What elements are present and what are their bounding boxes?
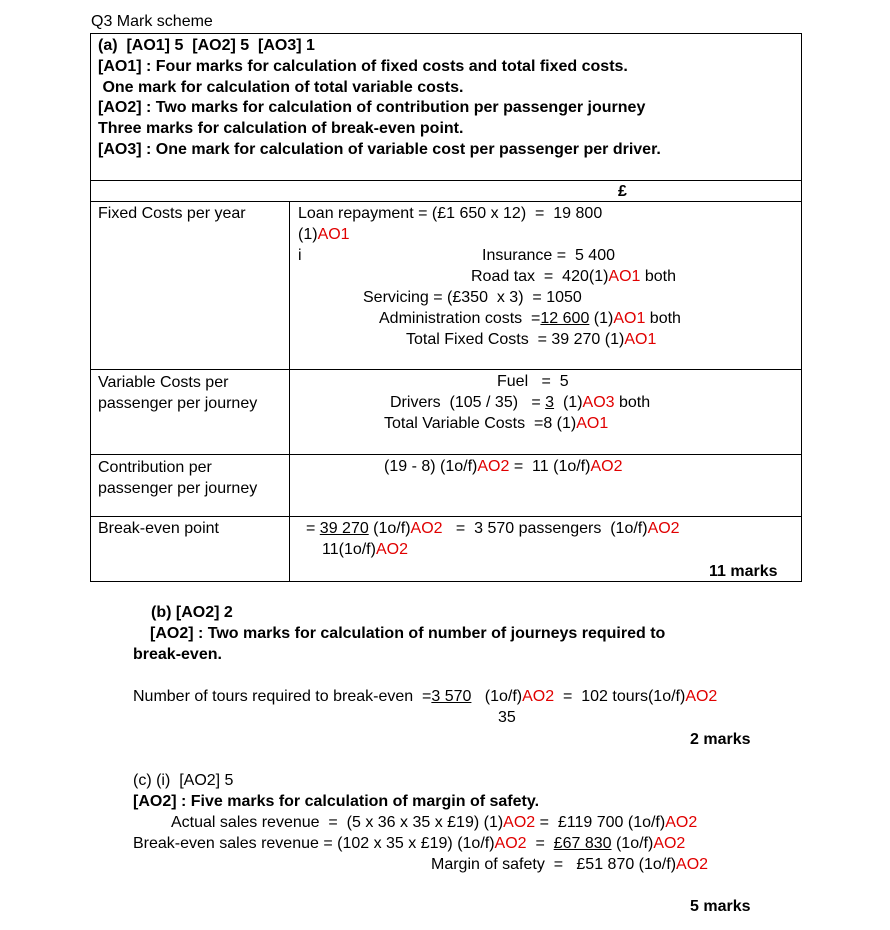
ao-tag: AO1	[608, 268, 641, 285]
numerator: 3 570	[431, 688, 472, 705]
value: £67 830	[553, 835, 612, 852]
note: both	[640, 268, 677, 285]
part-b-heading: (b) [AO2] 2	[151, 604, 233, 621]
divider	[90, 454, 802, 455]
ao-tag: AO2	[477, 458, 510, 475]
insurance: Insurance = 5 400	[482, 247, 615, 264]
fixed-costs-label: Fixed Costs per year	[98, 205, 246, 222]
breakeven-sales-revenue	[133, 834, 685, 854]
ao-tag: AO2	[590, 458, 623, 475]
ao-tag: AO2	[503, 814, 536, 831]
admin-value: 12 600	[540, 310, 590, 327]
calc-text: (19 - 8) (1o/f)	[384, 458, 478, 475]
mark: (1)	[298, 226, 318, 243]
page-title: Q3 Mark scheme	[91, 13, 213, 30]
breakeven-calc	[306, 519, 680, 539]
ao1-criteria-2: One mark for calculation of total variable costs.	[98, 79, 464, 96]
column-divider	[289, 201, 290, 582]
eq: =	[306, 520, 320, 537]
denominator: 11(1o/f)	[322, 541, 376, 558]
ao-tag: AO1	[624, 331, 657, 348]
part-a-marks: 11 marks	[709, 563, 778, 580]
calc-text: Break-even sales revenue = (102 x 35 x £19) (1o/f)	[133, 835, 495, 852]
breakeven-label: Break-even point	[98, 520, 219, 537]
loan-repayment: Loan repayment = (£1 650 x 12) = 19 800	[298, 205, 603, 222]
note: both	[614, 394, 651, 411]
currency-header: £	[618, 183, 627, 200]
ao-tag: AO2	[685, 688, 718, 705]
drivers	[390, 393, 650, 413]
admin-text: Administration costs =	[379, 310, 541, 327]
tours-calc	[133, 687, 717, 707]
heading-text: (c) (i) [AO2] 5	[133, 772, 234, 789]
part-b-criteria: [AO2] : Two marks for calculation of number of journeys required to	[150, 625, 666, 642]
total-variable-costs	[384, 414, 608, 434]
contribution-label: Contribution per passenger per journey	[98, 459, 258, 497]
divider	[90, 180, 802, 181]
result-text: = 102 tours(1o/f)	[554, 688, 686, 705]
calc-text: Actual sales revenue = (5 x 36 x 35 x £19) (1)	[171, 814, 504, 831]
ao-tag: AO3	[582, 394, 615, 411]
drivers-value: 3	[545, 394, 555, 411]
part-b-marks: 2 marks	[690, 731, 751, 748]
mark: (1o/f)	[471, 688, 523, 705]
breakeven-denominator	[322, 540, 408, 560]
result-text: = 11 (1o/f)	[509, 458, 591, 475]
ao-tag: AO2	[494, 835, 527, 852]
divider	[90, 369, 802, 370]
administration-costs	[379, 309, 681, 329]
actual-sales-revenue	[171, 813, 697, 833]
total-text: Total Fixed Costs = 39 270 (1)	[406, 331, 625, 348]
divider	[90, 201, 802, 202]
drivers-text: Drivers (105 / 35) =	[390, 394, 546, 411]
ao3-criteria: [AO3] : One mark for calculation of variable cost per passenger per driver.	[98, 141, 661, 158]
ao1-criteria: [AO1] : Four marks for calculation of fixed costs and total fixed costs.	[98, 58, 628, 75]
part-c-marks: 5 marks	[690, 898, 751, 915]
variable-costs-label: Variable Costs per passenger per journey	[98, 374, 258, 412]
part-c-heading	[133, 771, 233, 791]
road-tax	[471, 267, 676, 287]
result-text: = £119 700 (1o/f)	[535, 814, 666, 831]
part-b-criteria-2: break-even.	[133, 646, 222, 663]
road-tax-text: Road tax = 420(1)	[471, 268, 609, 285]
mark: (1)	[589, 310, 614, 327]
servicing: Servicing = (£350 x 3) = 1050	[363, 289, 582, 306]
ao-tag: AO2	[522, 688, 555, 705]
ao-tag: AO2	[410, 520, 443, 537]
margin-of-safety	[431, 855, 708, 875]
total-fixed-costs	[406, 330, 656, 350]
calc-text: Margin of safety = £51 870 (1o/f)	[431, 856, 677, 873]
note: both	[645, 310, 681, 327]
ao-tag: AO2	[653, 835, 686, 852]
calc-text: Number of tours required to break-even =	[133, 688, 432, 705]
ao-tag: AO1	[317, 226, 350, 243]
ao-tag: AO2	[647, 520, 680, 537]
part-c-criteria: [AO2] : Five marks for calculation of margin of safety.	[133, 793, 540, 810]
stray-char: i	[298, 247, 302, 264]
mark: (1o/f)	[368, 520, 411, 537]
loan-mark	[298, 225, 350, 245]
ao2-criteria-2: Three marks for calculation of break-even point.	[98, 120, 464, 137]
ao-tag: AO2	[375, 541, 408, 558]
ao-tag: AO1	[613, 310, 646, 327]
mark: (1)	[554, 394, 583, 411]
part-a-heading: (a) [AO1] 5 [AO2] 5 [AO3] 1	[98, 37, 315, 54]
ao-tag: AO2	[676, 856, 709, 873]
mark: (1o/f)	[611, 835, 654, 852]
result-text: = 3 570 passengers (1o/f)	[442, 520, 648, 537]
tours-denominator: 35	[498, 709, 516, 726]
fuel: Fuel = 5	[497, 373, 569, 390]
divider	[90, 516, 802, 517]
contribution-calc	[384, 457, 622, 477]
numerator: 39 270	[319, 520, 369, 537]
eq: =	[526, 835, 554, 852]
ao-tag: AO2	[665, 814, 698, 831]
ao2-criteria: [AO2] : Two marks for calculation of contribution per passenger journey	[98, 99, 646, 116]
ao-tag: AO1	[576, 415, 609, 432]
total-text: Total Variable Costs =8 (1)	[384, 415, 577, 432]
